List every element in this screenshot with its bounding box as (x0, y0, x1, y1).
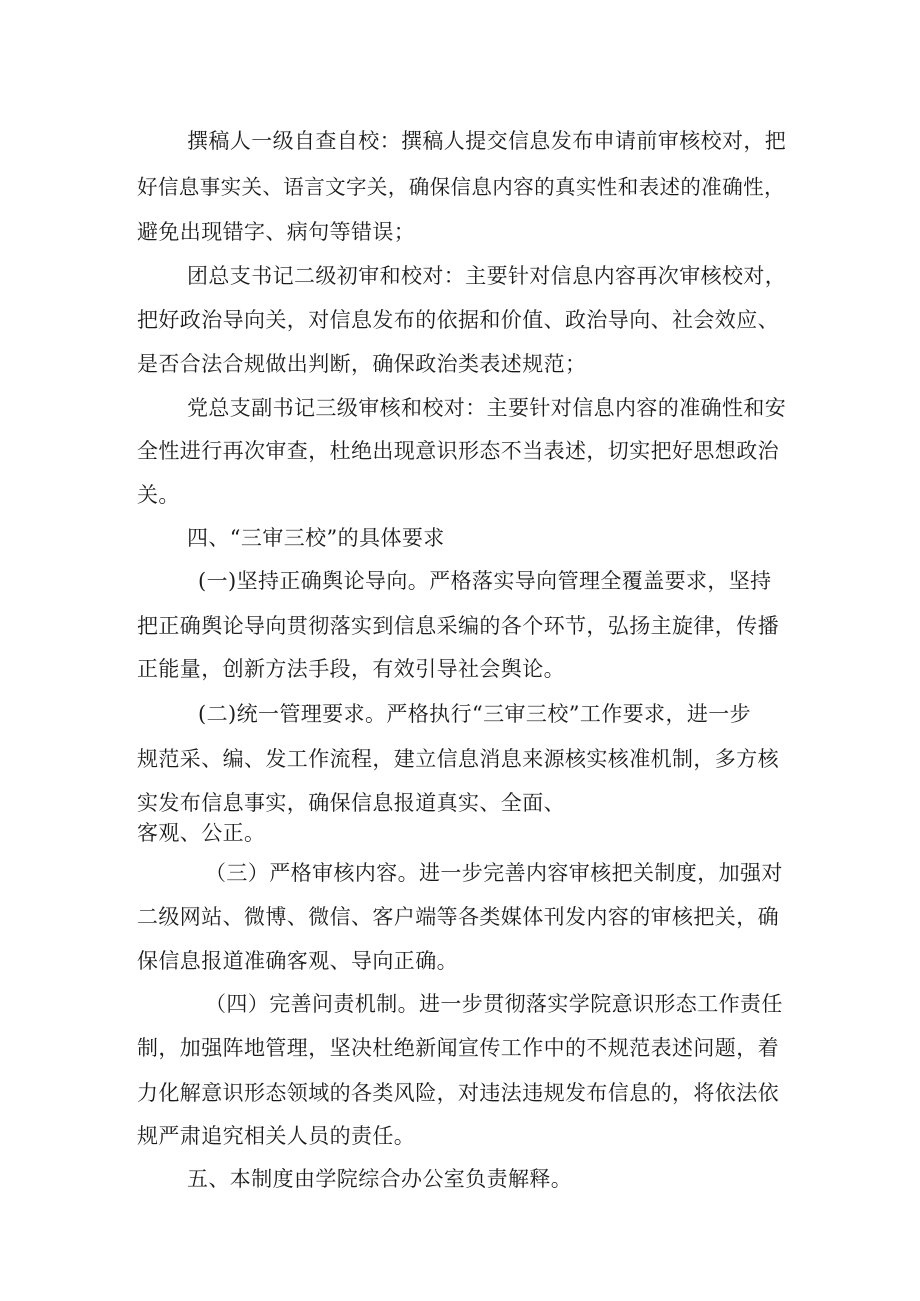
section-heading: 四、“三审三校”的具体要求 (187, 526, 445, 550)
paragraph-line: （三）严格审核内容。进一步完善内容审核把关制度，加强对 (205, 861, 783, 885)
paragraph-line: 正能量，创新方法手段，有效引导社会舆论。 (137, 657, 565, 681)
paragraph-line: 好信息事实关、语言文字关，确保信息内容的真实性和表述的准确性， (137, 175, 785, 199)
paragraph-line: (二)统一管理要求。严格执行“三审三校”工作要求，进一步 (198, 702, 752, 726)
paragraph-line: 把好政治导向关，对信息发布的依据和价值、政治导向、社会效应、 (137, 308, 779, 332)
paragraph-line: 二级网站、微博、微信、客户端等各类媒体刊发内容的审核把关，确 (137, 905, 779, 929)
paragraph-line: 力化解意识形态领域的各类风险，对违法违规发布信息的，将依法依 (137, 1081, 779, 1105)
paragraph-line: 客观、公正。 (137, 821, 266, 845)
paragraph-line: 把正确舆论导向贯彻落实到信息采编的各个环节，弘扬主旋律，传播 (137, 614, 779, 638)
paragraph-line: 党总支副书记三级审核和校对：主要针对信息内容的准确性和安 (187, 396, 787, 420)
paragraph-line: 关。 (137, 483, 180, 507)
paragraph-line: 实发布信息事实，确保信息报道真实、全面、 (137, 791, 565, 815)
paragraph-line: (一)坚持正确舆论导向。严格落实导向管理全覆盖要求，坚持 (198, 569, 772, 593)
section-heading: 五、本制度由学院综合办公室负责解释。 (187, 1167, 573, 1191)
paragraph-line: 全性进行再次审查，杜绝出现意识形态不当表述，切实把好思想政治 (137, 439, 779, 463)
paragraph-line: 避免出现错字、病句等错误； (137, 220, 416, 244)
paragraph-line: 是否合法合规做出判断，确保政治类表述规范； (137, 352, 587, 376)
paragraph-line: 保信息报道准确客观、导向正确。 (137, 949, 458, 973)
paragraph-line: 制，加强阵地管理，坚决杜绝新闻宣传工作中的不规范表述问题，着 (137, 1036, 779, 1060)
paragraph-line: 团总支书记二级初审和校对：主要针对信息内容再次审核校对， (187, 264, 787, 288)
paragraph-line: （四）完善问责机制。进一步贯彻落实学院意识形态工作责任 (205, 992, 783, 1016)
paragraph-line: 撰稿人一级自查自校：撰稿人提交信息发布申请前审核校对，把 (187, 129, 787, 153)
paragraph-line: 规严肃追究相关人员的责任。 (137, 1124, 416, 1148)
paragraph-line: 规范采、编、发工作流程，建立信息消息来源核实核准机制，多方核 (137, 747, 779, 771)
